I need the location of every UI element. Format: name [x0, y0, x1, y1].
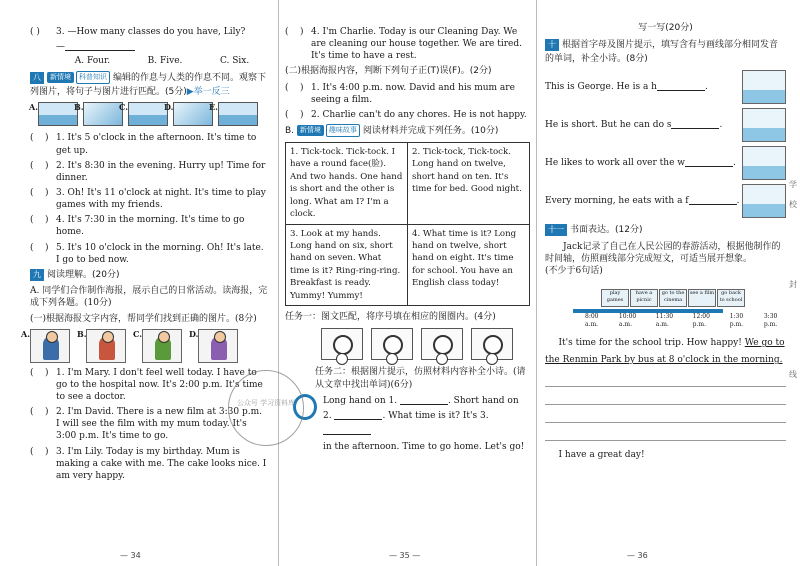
list-item: ( ) 1. It's 5 o'clock in the afternoon. It's time to get up. — [30, 133, 257, 156]
timeline-event: go to the cinema — [659, 289, 687, 307]
page-number: — 36 — [627, 551, 648, 561]
margin-mark: 线 — [789, 370, 797, 379]
section-9-heading: 九 阅读理解。(20分) — [30, 269, 268, 283]
timeline-events — [573, 285, 786, 307]
picture-d: D. — [173, 102, 213, 126]
timeline-event: have a picnic — [630, 289, 658, 307]
true-false-item: ( ) 1. It's 4:00 p.m. now. David and his mum are seeing a film. — [285, 82, 515, 106]
poem-blank-2[interactable] — [334, 411, 382, 420]
poem-line-2: He is short. But he can do s . — [545, 108, 786, 142]
margin-mark: 封 — [789, 280, 797, 289]
poem-line-4: Every morning, he eats with a f . — [545, 184, 786, 218]
page-number: — 34 — [120, 551, 141, 561]
margin-mark: 学 — [789, 180, 797, 189]
story-cell-1: 1. Tick-tock. Tick-tock. I have a round face(脸). And two hands. One hand is short and the other is long. What am I? I'm a clock. — [286, 142, 408, 224]
page-36 — [536, 0, 800, 566]
clock-picture — [321, 328, 363, 360]
page-34 — [0, 0, 274, 566]
section-8-items — [30, 132, 268, 265]
poem: Long hand on 1. . Short hand on 2. . What time is it? It's 3. in the afternoon. Time to go home. Let's go! — [285, 394, 530, 455]
poster-picture-b: B. — [86, 329, 126, 363]
task-1-title: 任务一：图文匹配，将序号填在相应的图圈内。(4分) — [285, 312, 496, 323]
reading-item: ( ) 4. I'm Charlie. Today is our Cleaning Day. We are cleaning our house together. We are tired. It's time to have a rest. — [285, 27, 522, 62]
margin-mark: 校 — [789, 200, 797, 209]
fork-picture — [742, 184, 786, 218]
option-b[interactable]: B. Five. — [147, 56, 183, 67]
option-a[interactable]: A. Four. — [74, 56, 111, 67]
clock-picture — [421, 328, 463, 360]
picture-b: B. — [83, 102, 123, 126]
picture-e: E. — [218, 102, 258, 126]
true-false-item: ( ) 2. Charlie can't do any chores. He is not happy. — [285, 110, 527, 121]
word-limit: (不少于6句话) — [545, 265, 603, 276]
story-cell-3: 3. Look at my hands. Long hand on six, short hand on seven. What time is it? Ring-ring-ring. Breakfast is ready. Yummy! Yummy! — [286, 224, 408, 306]
world-picture — [742, 146, 786, 180]
list-item: ( ) 2. It's 8:30 in the evening. Hurry up! Time for dinner. — [30, 160, 266, 183]
options-row — [30, 55, 268, 67]
reading-item: ( ) 2. I'm David. There is a new film at 3:30 p.m. I will see the film with my mum today. It's 3:00 p.m. It's time to go. — [30, 407, 262, 442]
writing-line[interactable] — [545, 425, 786, 441]
picture-c: C. — [128, 102, 168, 126]
task-2-title: 任务二：根据图片提示，仿照材料内容补全小诗。(请从文章中找出单词)(6分) — [315, 367, 526, 390]
watermark-stamp: 公众号 学习资料库 — [228, 370, 304, 446]
section-8-images — [29, 102, 268, 126]
page-title: 写一写(20分) — [638, 23, 693, 33]
timeline-event: see a film — [688, 289, 716, 307]
timeline-event: play games — [601, 289, 629, 307]
answer-line[interactable]: — — [30, 41, 268, 53]
writing-line[interactable] — [545, 389, 786, 405]
reading-item: ( ) 1. I'm Mary. I don't feel well today. I have to go to the hospital now. It's 2:00 p.m. It's time to see a doctor. — [30, 367, 263, 403]
poem-blank-3[interactable] — [323, 426, 371, 435]
reading-item: ( ) 3. I'm Lily. Today is my birthday. Mum is making a cake with me. The cake looks nice. I am very happy. — [30, 446, 267, 481]
section-b-heading: B. 新情境 趣味故事 阅读材料并完成下列任务。(10分) — [285, 126, 499, 137]
section-10-heading: 十 根据首字母及图片提示，填写含有与画线部分相同发音的单词，补全小诗。(8分) — [545, 40, 779, 64]
story-cell-2: 2. Tick-tock, Tick-tock. Long hand on twelve, short hand on ten. It's time for bed. Good night. — [408, 142, 530, 224]
clock-picture — [471, 328, 513, 360]
timeline-event: go back to school — [717, 289, 745, 307]
page-35 — [278, 0, 534, 566]
story-start: It's time for the school trip. How happy! We go to the Renmin Park by bus at 8 o'clock in the morning. — [545, 338, 785, 366]
option-c[interactable]: C. Six. — [219, 56, 250, 67]
poem-line-3: He likes to work all over the w . — [545, 146, 786, 180]
list-item: ( ) 3. Oh! It's 11 o'clock at night. It's time to play games with my friends. — [30, 187, 266, 211]
page-number: — 35 — — [389, 551, 421, 561]
writing-line[interactable] — [545, 407, 786, 423]
story-end: I have a great day! — [558, 450, 645, 461]
poster-picture-a: A. — [30, 329, 70, 363]
poem-blank-1[interactable] — [400, 396, 448, 405]
clock-picture — [371, 328, 413, 360]
list-item: ( ) 5. It's 10 o'clock in the morning. Oh! It's late. I go to bed now. — [30, 242, 264, 265]
question-row: ( ) 3. —How many classes do you have, Lily? — [30, 27, 246, 37]
sports-picture — [742, 108, 786, 142]
section-8-heading: 八 新情境 科普知识 编辑的作息与人类的作息不同。观察下列图片，将句子与图片进行匹配。(5分)▶举一反三 — [30, 73, 267, 97]
list-item: ( ) 4. It's 7:30 in the morning. It's time to go home. — [30, 215, 245, 238]
poster-picture-c: C. — [142, 329, 182, 363]
section-11-heading: 十一 书面表达。(12分) — [545, 224, 786, 238]
poster-picture-d: D. — [198, 329, 238, 363]
horse-picture — [742, 70, 786, 104]
subsection-1-title: (一)根据海报文字内容，帮同学们找到正确的图片。(8分) — [30, 313, 257, 324]
poem-line-1: This is George. He is a h . — [545, 70, 786, 104]
story-table — [285, 142, 530, 306]
task-1-pictures — [321, 328, 530, 360]
poster-pictures — [21, 328, 268, 363]
subsection-2-title: (二)根据海报内容，判断下列句子正(T)误(F)。(2分) — [285, 66, 492, 77]
writing-prompt: Jack记录了自己在人民公园的春游活动，根据他制作的时间轴，仿照画线部分完成短文，可适当展开想象。 — [545, 241, 781, 264]
picture-a: A. — [38, 102, 78, 126]
story-cell-4: 4. What time is it? Long hand on twelve, short hand on eight. It's time for school. You have an English class today! — [408, 224, 530, 306]
section-a-intro: A. 同学们合作制作海报，展示自己的日常活动。读海报，完成下列各题。(10分) — [30, 286, 268, 309]
writing-line[interactable] — [545, 371, 786, 387]
timeline-times: 8:00 a.m. 10:00 a.m. 11:30 a.m. 12:00 p.m. 1:30 p.m. 3:30 p.m. — [585, 313, 778, 329]
